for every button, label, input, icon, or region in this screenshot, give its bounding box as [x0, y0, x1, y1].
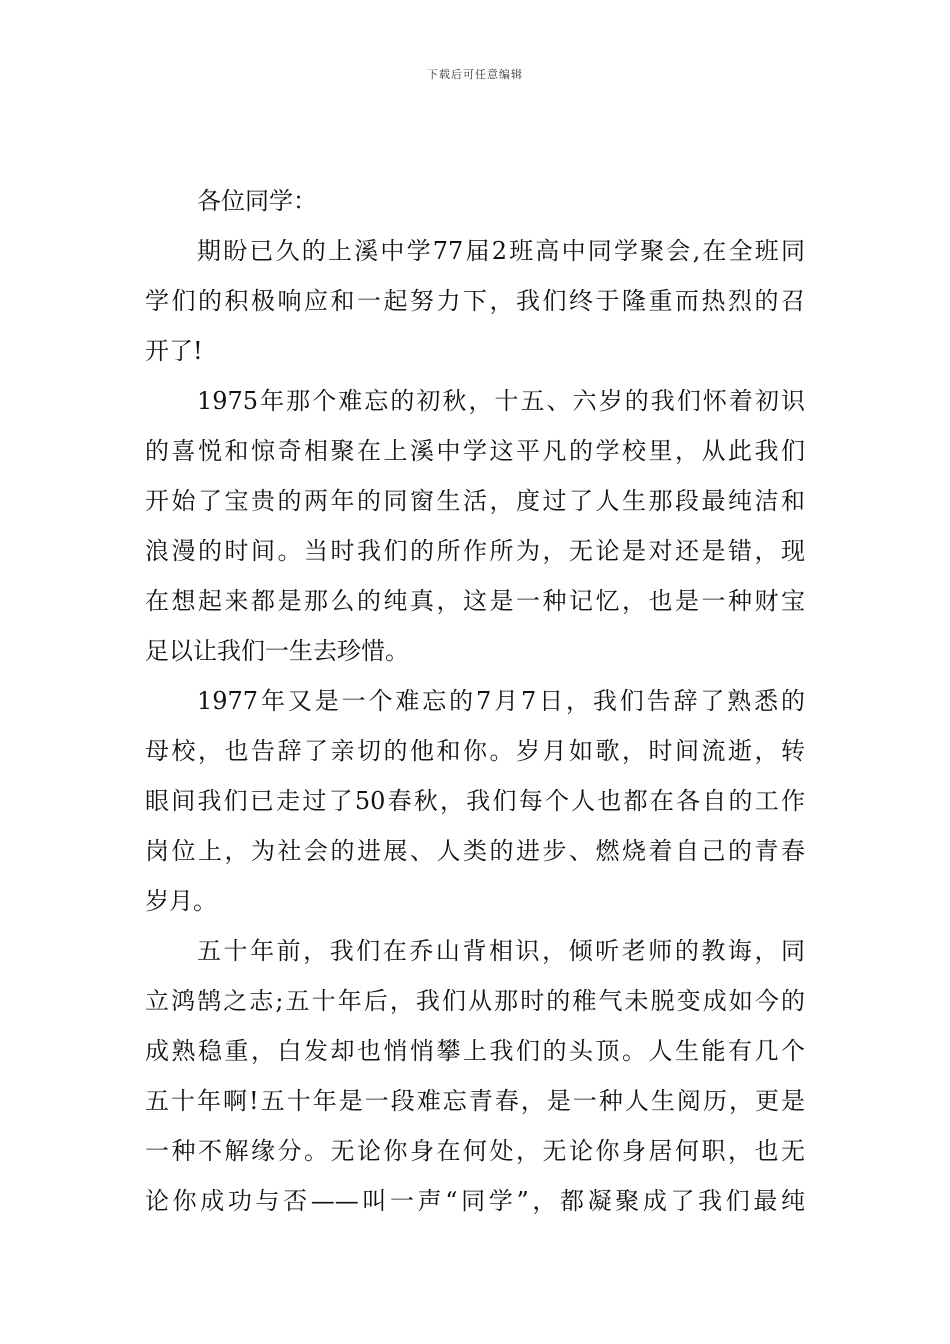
paragraph-line: 五十年前，我们在乔山背相识，倾听老师的教诲，同 — [197, 937, 805, 965]
paragraph-line: 立鸿鹄之志;五十年后，我们从那时的稚气未脱变成如今的 — [145, 987, 805, 1015]
paragraph-line: 期盼已久的上溪中学77届2班高中同学聚会,在全班同 — [197, 237, 805, 265]
paragraph-line: 浪漫的时间。当时我们的所作所为，无论是对还是错，现 — [145, 537, 805, 565]
paragraph-line: 论你成功与否——叫一声“同学”，都凝聚成了我们最纯 — [145, 1187, 805, 1215]
salutation-line: 各位同学： — [197, 187, 317, 215]
paragraph-line: 1975年那个难忘的初秋，十五、六岁的我们怀着初识 — [197, 387, 805, 415]
paragraph-line: 岗位上，为社会的进展、人类的进步、燃烧着自己的青春 — [145, 837, 805, 865]
paragraph-line: 眼间我们已走过了50春秋，我们每个人也都在各自的工作 — [145, 787, 805, 815]
paragraph-line: 开了! — [145, 337, 203, 365]
header-note: 下载后可任意编辑 — [427, 68, 523, 81]
paragraph-line: 足以让我们一生去珍惜。 — [145, 637, 409, 665]
paragraph-line: 岁月。 — [145, 887, 217, 915]
paragraph-line: 一种不解缘分。无论你身在何处，无论你身居何职，也无 — [145, 1137, 805, 1165]
paragraph-line: 五十年啊!五十年是一段难忘青春，是一种人生阅历，更是 — [145, 1087, 805, 1115]
letter-body — [145, 176, 805, 1226]
paragraph-line: 开始了宝贵的两年的同窗生活，度过了人生那段最纯洁和 — [145, 487, 805, 515]
paragraph-line: 在想起来都是那么的纯真，这是一种记忆，也是一种财宝 — [145, 587, 805, 615]
paragraph-line: 成熟稳重，白发却也悄悄攀上我们的头顶。人生能有几个 — [145, 1037, 805, 1065]
paragraph-line: 1977年又是一个难忘的7月7日，我们告辞了熟悉的 — [197, 687, 805, 715]
paragraph-line: 母校，也告辞了亲切的他和你。岁月如歌，时间流逝，转 — [145, 737, 805, 765]
paragraph-line: 的喜悦和惊奇相聚在上溪中学这平凡的学校里，从此我们 — [145, 437, 805, 465]
paragraph-line: 学们的积极响应和一起努力下，我们终于隆重而热烈的召 — [145, 287, 805, 315]
